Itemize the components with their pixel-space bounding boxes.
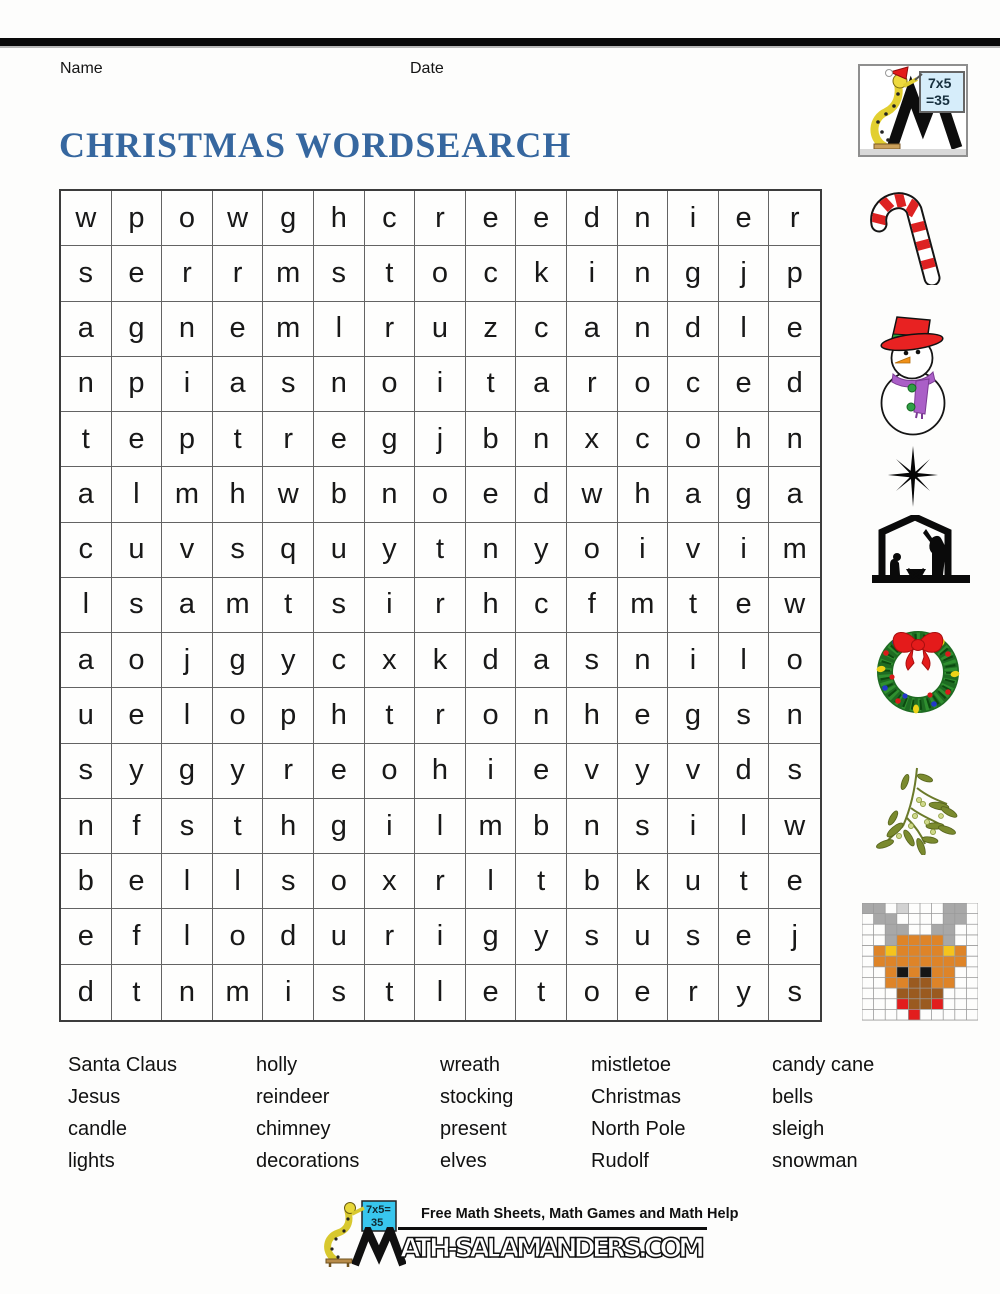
math-salamanders-corner-logo	[858, 64, 968, 157]
grid-cell: o	[415, 467, 466, 522]
grid-cell: y	[618, 744, 669, 799]
grid-cell: n	[365, 467, 416, 522]
grid-cell: r	[415, 688, 466, 743]
grid-cell: d	[769, 357, 820, 412]
footer-tagline: Free Math Sheets, Math Games and Math Help	[421, 1206, 739, 1222]
grid-cell: p	[162, 412, 213, 467]
grid-cell: e	[213, 302, 264, 357]
grid-cell: e	[516, 744, 567, 799]
grid-cell: w	[769, 799, 820, 854]
grid-cell: a	[213, 357, 264, 412]
grid-cell: c	[365, 191, 416, 246]
grid-cell: m	[213, 578, 264, 633]
grid-cell: o	[567, 965, 618, 1020]
grid-cell: n	[61, 357, 112, 412]
grid-cell: d	[466, 633, 517, 688]
page-title: CHRISTMAS WORDSEARCH	[59, 125, 572, 165]
grid-cell: t	[213, 412, 264, 467]
grid-cell: n	[162, 302, 213, 357]
grid-cell: s	[314, 246, 365, 301]
grid-cell: m	[162, 467, 213, 522]
word-list-item: lights	[68, 1150, 115, 1172]
grid-cell: l	[213, 854, 264, 909]
grid-cell: i	[719, 523, 770, 578]
grid-cell: i	[668, 191, 719, 246]
grid-cell: h	[618, 467, 669, 522]
word-list-item: elves	[440, 1150, 487, 1172]
grid-cell: c	[466, 246, 517, 301]
grid-cell: g	[668, 246, 719, 301]
grid-cell: i	[162, 357, 213, 412]
word-list-item: reindeer	[256, 1086, 330, 1108]
grid-cell: e	[314, 744, 365, 799]
grid-cell: v	[668, 744, 719, 799]
name-label: Name	[60, 60, 103, 77]
grid-cell: g	[112, 302, 163, 357]
grid-cell: c	[61, 523, 112, 578]
grid-cell: t	[213, 799, 264, 854]
grid-cell: i	[668, 633, 719, 688]
grid-cell: n	[618, 191, 669, 246]
word-list-item: wreath	[440, 1054, 501, 1076]
grid-cell: e	[466, 965, 517, 1020]
grid-cell: d	[263, 909, 314, 964]
grid-cell: z	[466, 302, 517, 357]
grid-cell: g	[668, 688, 719, 743]
grid-cell: i	[263, 965, 314, 1020]
mistletoe-icon	[875, 760, 960, 855]
top-rule	[0, 38, 1000, 48]
grid-cell: a	[769, 467, 820, 522]
grid-cell: u	[415, 302, 466, 357]
grid-cell: n	[769, 412, 820, 467]
grid-cell: l	[719, 633, 770, 688]
grid-cell: t	[263, 578, 314, 633]
grid-cell: a	[567, 302, 618, 357]
grid-cell: n	[567, 799, 618, 854]
grid-cell: m	[466, 799, 517, 854]
grid-cell: r	[415, 578, 466, 633]
grid-cell: h	[314, 688, 365, 743]
grid-cell: c	[314, 633, 365, 688]
grid-cell: j	[162, 633, 213, 688]
grid-cell: e	[61, 909, 112, 964]
grid-cell: p	[769, 246, 820, 301]
word-list-item: holly	[256, 1054, 298, 1076]
grid-cell: h	[263, 799, 314, 854]
salamander-logo-icon	[860, 66, 966, 151]
logo-base-strip	[860, 149, 966, 155]
grid-cell: l	[314, 302, 365, 357]
word-list-item: candy cane	[772, 1054, 875, 1076]
grid-cell: a	[516, 633, 567, 688]
grid-cell: d	[61, 965, 112, 1020]
grid-cell: a	[162, 578, 213, 633]
grid-cell: v	[567, 744, 618, 799]
grid-cell: b	[61, 854, 112, 909]
grid-cell: e	[719, 578, 770, 633]
grid-cell: n	[61, 799, 112, 854]
grid-cell: l	[466, 854, 517, 909]
grid-cell: s	[567, 909, 618, 964]
grid-cell: t	[516, 854, 567, 909]
logo-board-line1: 7x5	[928, 75, 952, 91]
snowman-icon	[870, 315, 965, 440]
grid-cell: v	[668, 523, 719, 578]
grid-cell: o	[162, 191, 213, 246]
grid-cell: a	[668, 467, 719, 522]
grid-cell: r	[668, 965, 719, 1020]
grid-cell: v	[162, 523, 213, 578]
grid-cell: e	[466, 191, 517, 246]
grid-cell: f	[112, 799, 163, 854]
grid-cell: k	[618, 854, 669, 909]
grid-cell: c	[516, 302, 567, 357]
grid-cell: o	[618, 357, 669, 412]
grid-cell: e	[618, 965, 669, 1020]
grid-cell: r	[415, 191, 466, 246]
grid-cell: m	[213, 965, 264, 1020]
grid-cell: h	[213, 467, 264, 522]
grid-cell: l	[719, 302, 770, 357]
wreath-icon	[868, 622, 972, 722]
grid-cell: u	[668, 854, 719, 909]
word-list-item: mistletoe	[591, 1054, 672, 1076]
word-list-item: decorations	[256, 1150, 360, 1172]
grid-cell: k	[415, 633, 466, 688]
grid-cell: s	[314, 578, 365, 633]
grid-cell: g	[719, 467, 770, 522]
grid-cell: s	[112, 578, 163, 633]
grid-cell: o	[365, 744, 416, 799]
grid-cell: s	[213, 523, 264, 578]
grid-cell: j	[769, 909, 820, 964]
grid-cell: s	[263, 854, 314, 909]
footer-wordmark	[398, 1233, 710, 1263]
grid-cell: n	[516, 688, 567, 743]
grid-cell: i	[415, 357, 466, 412]
grid-cell: e	[769, 854, 820, 909]
grid-cell: m	[263, 302, 314, 357]
date-label: Date	[410, 60, 444, 77]
grid-cell: r	[567, 357, 618, 412]
grid-cell: l	[719, 799, 770, 854]
grid-cell: s	[668, 909, 719, 964]
grid-cell: l	[162, 688, 213, 743]
grid-cell: y	[516, 523, 567, 578]
grid-cell: e	[112, 688, 163, 743]
grid-cell: t	[668, 578, 719, 633]
grid-cell: n	[618, 633, 669, 688]
grid-cell: d	[567, 191, 618, 246]
grid-cell: f	[567, 578, 618, 633]
grid-cell: l	[162, 854, 213, 909]
word-list-item: candle	[68, 1118, 127, 1140]
grid-cell: e	[112, 412, 163, 467]
grid-cell: l	[415, 799, 466, 854]
grid-cell: s	[162, 799, 213, 854]
grid-cell: w	[213, 191, 264, 246]
grid-cell: o	[365, 357, 416, 412]
grid-cell: f	[112, 909, 163, 964]
footer-board-line1: 7x5=	[366, 1204, 391, 1216]
grid-cell: x	[365, 854, 416, 909]
word-list-item: present	[440, 1118, 507, 1140]
grid-cell: d	[516, 467, 567, 522]
grid-cell: d	[719, 744, 770, 799]
grid-cell: i	[466, 744, 517, 799]
grid-cell: n	[769, 688, 820, 743]
grid-cell: g	[466, 909, 517, 964]
grid-cell: s	[769, 744, 820, 799]
grid-cell: b	[466, 412, 517, 467]
grid-cell: w	[263, 467, 314, 522]
grid-cell: e	[516, 191, 567, 246]
word-list-item: North Pole	[591, 1118, 686, 1140]
grid-cell: d	[668, 302, 719, 357]
word-list-item: stocking	[440, 1086, 514, 1108]
grid-cell: t	[719, 854, 770, 909]
wordsearch-grid	[59, 189, 822, 1022]
grid-cell: o	[213, 909, 264, 964]
grid-cell: n	[618, 302, 669, 357]
grid-cell: s	[61, 744, 112, 799]
grid-cell: e	[112, 246, 163, 301]
grid-cell: c	[516, 578, 567, 633]
grid-cell: m	[263, 246, 314, 301]
grid-cell: b	[314, 467, 365, 522]
grid-cell: s	[61, 246, 112, 301]
footer-rule	[398, 1227, 707, 1230]
grid-cell: p	[112, 357, 163, 412]
grid-cell: s	[787, 975, 802, 1008]
grid-cell: e	[719, 191, 770, 246]
grid-cell: o	[112, 633, 163, 688]
grid-cell: t	[112, 965, 163, 1020]
grid-cell: e	[466, 467, 517, 522]
grid-cell: y	[516, 909, 567, 964]
grid-cell: c	[668, 357, 719, 412]
grid-cell: w	[567, 467, 618, 522]
grid-cell: r	[213, 246, 264, 301]
footer-wordmark-text: ATH-SALAMANDERS.COM	[400, 1233, 706, 1263]
grid-cell: y	[719, 965, 770, 1020]
grid-cell: o	[769, 633, 820, 688]
grid-cell: a	[516, 357, 567, 412]
footer-board-line2: 35	[371, 1217, 384, 1229]
grid-cell: l	[415, 965, 466, 1020]
word-list-item: Santa Claus	[68, 1054, 177, 1076]
word-list-item: chimney	[256, 1118, 331, 1140]
grid-cell: g	[314, 799, 365, 854]
grid-cell: r	[263, 412, 314, 467]
grid-cell: g	[263, 191, 314, 246]
grid-cell: y	[365, 523, 416, 578]
grid-cell: w	[769, 578, 820, 633]
grid-cell: n	[618, 246, 669, 301]
grid-cell: j	[719, 246, 770, 301]
grid-cell: h	[567, 688, 618, 743]
grid-cell: c	[618, 412, 669, 467]
grid-cell: e	[769, 302, 820, 357]
word-list	[68, 1054, 968, 1182]
grid-cell: t	[365, 965, 416, 1020]
grid-cell: e	[719, 357, 770, 412]
grid-cell: p	[112, 191, 163, 246]
grid-cell: n	[162, 965, 213, 1020]
grid-cell: i	[668, 799, 719, 854]
grid-cell: o	[466, 688, 517, 743]
reindeer-pixel-art	[862, 903, 978, 1023]
word-list-item: sleigh	[772, 1118, 825, 1140]
grid-cell: l	[61, 578, 112, 633]
grid-cell: t	[365, 688, 416, 743]
grid-cell: u	[61, 688, 112, 743]
grid-cell: r	[263, 744, 314, 799]
grid-cell: h	[719, 412, 770, 467]
grid-cell: h	[415, 744, 466, 799]
grid-cell: i	[365, 799, 416, 854]
word-list-item: bells	[772, 1086, 814, 1108]
grid-cell: k	[516, 246, 567, 301]
grid-cell: n	[516, 412, 567, 467]
grid-cell: s	[314, 965, 365, 1020]
grid-cell: r	[769, 191, 820, 246]
grid-cell: u	[314, 523, 365, 578]
grid-cell: t	[61, 412, 112, 467]
grid-cell: s	[618, 799, 669, 854]
candy-cane-icon	[865, 190, 945, 285]
grid-cell: t	[365, 246, 416, 301]
grid-cell: x	[365, 633, 416, 688]
grid-cell: i	[618, 523, 669, 578]
grid-cell: a	[61, 633, 112, 688]
grid-cell: i	[567, 246, 618, 301]
grid-cell: s	[567, 633, 618, 688]
grid-cell: e	[314, 412, 365, 467]
grid-cell: r	[415, 854, 466, 909]
grid-cell: b	[516, 799, 567, 854]
nativity-icon	[858, 515, 973, 587]
grid-cell: i	[365, 578, 416, 633]
grid-cell: u	[112, 523, 163, 578]
grid-cell: g	[162, 744, 213, 799]
grid-cell: m	[618, 578, 669, 633]
grid-cell: m	[769, 523, 820, 578]
grid-cell: x	[567, 412, 618, 467]
grid-cell: e	[719, 909, 770, 964]
grid-cell: a	[61, 302, 112, 357]
grid-cell: e	[618, 688, 669, 743]
grid-cell: r	[365, 302, 416, 357]
grid-cell: t	[516, 965, 567, 1020]
star-icon	[885, 445, 945, 510]
grid-cell: h	[466, 578, 517, 633]
grid-cell: o	[668, 412, 719, 467]
grid-cell: y	[112, 744, 163, 799]
logo-board-line2: =35	[926, 92, 950, 108]
word-list-item: snowman	[772, 1150, 858, 1172]
grid-cell: l	[112, 467, 163, 522]
grid-cell: p	[263, 688, 314, 743]
grid-cell: u	[314, 909, 365, 964]
grid-cell: q	[263, 523, 314, 578]
grid-cell: a	[61, 467, 112, 522]
grid-cell: r	[365, 909, 416, 964]
grid-cell: t	[415, 523, 466, 578]
grid-cell: n	[466, 523, 517, 578]
grid-cell: j	[415, 412, 466, 467]
grid-cell: e	[112, 854, 163, 909]
grid-cell: s	[263, 357, 314, 412]
word-list-item: Rudolf	[591, 1150, 649, 1172]
grid-cell: l	[162, 909, 213, 964]
grid-cell: g	[213, 633, 264, 688]
grid-cell: w	[61, 191, 112, 246]
grid-cell: u	[618, 909, 669, 964]
grid-cell: y	[213, 744, 264, 799]
grid-cell: o	[415, 246, 466, 301]
grid-cell: b	[567, 854, 618, 909]
grid-cell: o	[314, 854, 365, 909]
grid-cell: y	[263, 633, 314, 688]
grid-cell: i	[415, 909, 466, 964]
grid-cell: s	[719, 688, 770, 743]
grid-cell: g	[365, 412, 416, 467]
word-list-item: Jesus	[68, 1086, 121, 1108]
grid-cell: o	[213, 688, 264, 743]
word-list-item: Christmas	[591, 1086, 682, 1108]
grid-cell: n	[314, 357, 365, 412]
grid-cell: h	[314, 191, 365, 246]
grid-cell: t	[466, 357, 517, 412]
grid-cell: o	[567, 523, 618, 578]
grid-cell: r	[162, 246, 213, 301]
